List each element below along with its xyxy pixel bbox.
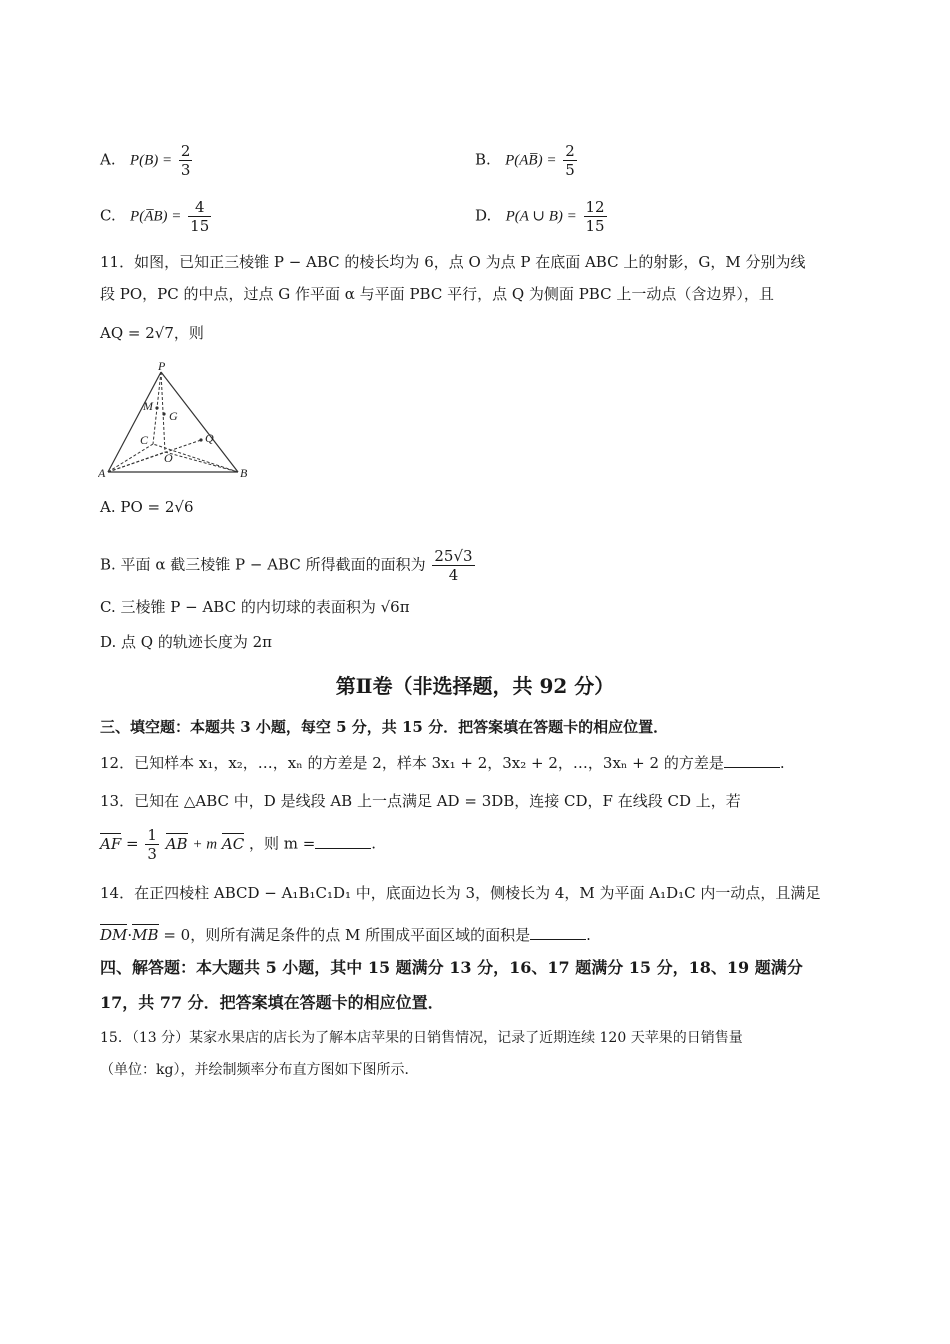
q13-line-1: 13．已知在 △ABC 中，D 是线段 AB 上一点满足 AD = 3DB，连接 CD，F 在线段 CD 上，若 (100, 792, 741, 810)
q12-text: 12．已知样本 x₁，x₂，…，xₙ 的方差是 2，样本 3x₁ + 2，3x₂ + 2，…，3xₙ + 2 的方差是 (100, 754, 724, 772)
fill-in-header: 三、填空题：本题共 3 小题，每空 5 分，共 15 分．把答案填在答题卡的相应位置． (100, 718, 669, 736)
option-label: D. (475, 206, 492, 225)
q11-option-c: C. 三棱锥 P − ABC 的内切球的表面积为 √6π (100, 598, 410, 616)
fraction: $\frac{4}{15}$ (190, 198, 210, 235)
point-m (155, 406, 158, 409)
equals: = (126, 834, 139, 853)
label-q: Q (205, 431, 214, 445)
q15-line-1: 15．（13 分）某家水果店的店长为了解本店苹果的日销售情况，记录了近期连续 120 天苹果的日销售量 (100, 1030, 743, 1046)
q11-option-d: D. 点 Q 的轨迹长度为 2π (100, 633, 273, 651)
label-p: P (158, 362, 166, 373)
period: . (586, 926, 591, 944)
answer-blank[interactable] (724, 753, 780, 768)
option-text: B. 平面 α 截三棱锥 P − ABC 所得截面的面积为 (100, 555, 426, 574)
option-expression: P(B) = (129, 152, 173, 169)
point-q (199, 438, 202, 441)
vector-dm: DM (100, 926, 128, 944)
q13-line-2 (100, 826, 376, 863)
plus-m: + m (192, 836, 218, 853)
label-g: G (169, 409, 178, 423)
vector-ac: AC (221, 834, 245, 853)
fraction: $\frac{1}{3}$ (147, 826, 157, 863)
q11-line-3: AQ = 2√7，则 (100, 324, 204, 342)
q10-option-c (100, 198, 213, 235)
vector-mb: MB (132, 926, 159, 944)
answer-blank[interactable] (530, 925, 586, 940)
vector-af: AF (100, 834, 122, 853)
option-expression: P(A ∪ B) = (505, 208, 577, 225)
q10-option-b (475, 142, 579, 179)
q11-option-a: A. PO = 2√6 (100, 498, 194, 516)
option-expression: P(AB̅) = (505, 152, 557, 169)
label-c: C (140, 433, 149, 447)
option-expression: P(A̅B) = (130, 208, 182, 225)
fraction: $\frac{12}{15}$ (585, 198, 605, 235)
q11-line-2: 段 PO，PC 的中点，过点 G 作平面 α 与平面 PBC 平行，点 Q 为侧面 PBC 上一动点（含边界），且 (100, 285, 774, 303)
tetrahedron-figure (98, 362, 258, 484)
q14-tail: = 0，则所有满足条件的点 M 所围成平面区域的面积是 (163, 926, 531, 944)
option-label: C. (100, 206, 116, 225)
fraction: $\frac{25√3}{4}$ (434, 547, 473, 584)
dot-operator: · (127, 926, 133, 944)
vector-ab: AB (165, 834, 188, 853)
option-label: A. (100, 150, 116, 169)
label-m: M (143, 399, 153, 413)
fraction: $\frac{2}{3}$ (180, 142, 191, 179)
q14-line-2 (100, 925, 591, 945)
option-label: B. (475, 150, 491, 169)
label-o: O (164, 451, 173, 465)
fraction: $\frac{2}{5}$ (565, 142, 575, 179)
q14-line-1: 14．在正四棱柱 ABCD − A₁B₁C₁D₁ 中，底面边长为 3，侧棱长为 4，M 为平面 A₁D₁C 内一动点，且满足 (100, 884, 821, 902)
period: . (371, 834, 377, 853)
label-a: A (98, 466, 106, 480)
solve-header-line-2: 17，共 77 分．把答案填在答题卡的相应位置． (100, 993, 444, 1012)
q11-line-1: 11．如图，已知正三棱锥 P − ABC 的棱长均为 6，点 O 为点 P 在底面 ABC 上的射影，G，M 分别为线 (100, 253, 806, 271)
q12 (100, 753, 785, 773)
section-title: 第Ⅱ卷（非选择题，共 92 分） (335, 674, 615, 698)
q11-option-b (100, 547, 477, 584)
label-b: B (240, 466, 248, 480)
q15-line-2: （单位：kg），并绘制频率分布直方图如下图所示． (100, 1062, 419, 1078)
solve-header-line-1: 四、解答题：本大题共 5 小题，其中 15 题满分 13 分，16、17 题满分 15 分，18、19 题满分 (100, 958, 803, 977)
answer-blank[interactable] (315, 834, 371, 849)
q10-option-a (100, 142, 194, 179)
point-g (162, 412, 165, 415)
period: . (779, 754, 785, 772)
q10-option-d (475, 198, 609, 235)
q13-tail: ，则 m = (248, 834, 316, 853)
